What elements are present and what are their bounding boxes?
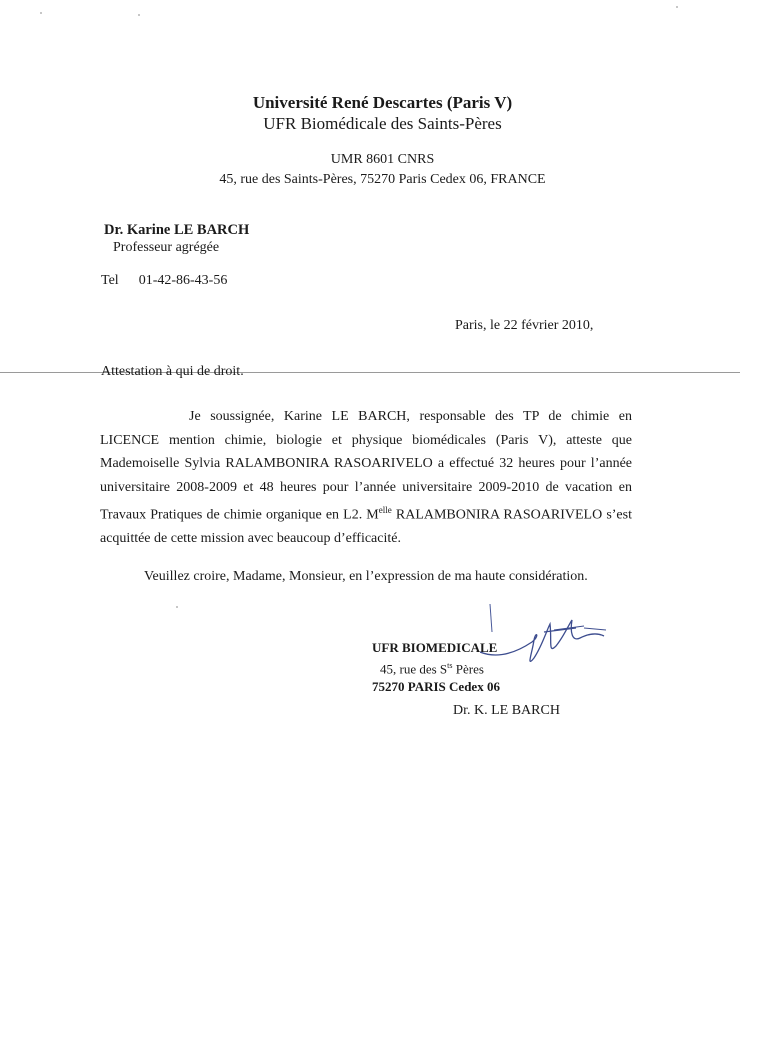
letter-date: Paris, le 22 février 2010, [455, 318, 594, 333]
stamp-line-3: 75270 PARIS Cedex 06 [372, 679, 500, 695]
paragraph-text-end: RALAMBONIRA RASOARIVELO s’est acquittée de cette mission avec beaucoup d’efficacité. [100, 507, 632, 547]
research-unit: UMR 8601 CNRS [330, 152, 435, 167]
phone-label: Tel [101, 273, 119, 288]
body-paragraph-closing: Veuillez croire, Madame, Monsieur, en l’expression de ma haute considération. [144, 569, 588, 584]
sender-name: Dr. Karine LE BARCH [104, 222, 250, 238]
scan-speck [176, 606, 178, 608]
signer-name: Dr. K. LE BARCH [453, 703, 560, 718]
sender-title: Professeur agrégée [113, 240, 220, 255]
phone-number: 01-42-86-43-56 [138, 273, 228, 288]
university-name: Université René Descartes (Paris V) [252, 93, 513, 112]
stamp-line-1: UFR BIOMEDICALE [372, 640, 498, 655]
institution-address: 45, rue des Saints-Pères, 75270 Paris Cedex 06, FRANCE [219, 172, 546, 187]
handwritten-signature [480, 602, 610, 672]
faculty-name: UFR Biomédicale des Saints-Pères [263, 114, 502, 133]
stamp-street-end: Pères [452, 661, 484, 677]
stamp-superscript: ts [447, 661, 453, 670]
scan-speck [676, 6, 678, 8]
scan-speck [138, 14, 140, 16]
sender-phone [101, 273, 227, 289]
stamp-street: 45, rue des S [380, 661, 448, 677]
scan-speck [40, 12, 42, 14]
paragraph-text: Je soussignée, Karine LE BARCH, responsable des TP de chimie en LICENCE mention chimie, biologie et physique biomédicales (Paris V), atteste que Mademoiselle Sylvia RALAMBONIRA RASOARIVELO a effectué 32 heures pour l’année universitaire 2008-2009 et 48 heures pour l’année universitaire 2009-2010 de vacation en Travaux Pratiques de chimie organique en L2. M [100, 409, 632, 523]
letter-subject: Attestation à qui de droit. [101, 364, 244, 379]
superscript-title: elle [378, 505, 392, 515]
body-paragraph-attestation [100, 405, 632, 551]
